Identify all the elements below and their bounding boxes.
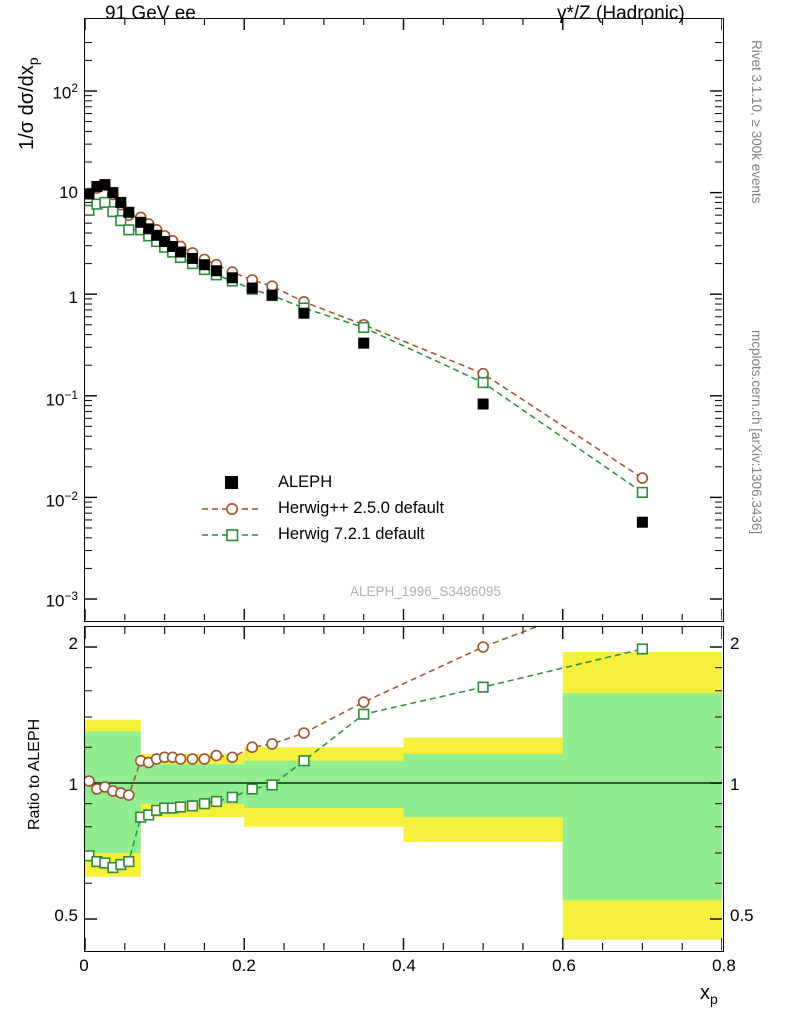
y-axis-title-ratio: Ratio to ALEPH — [26, 718, 43, 830]
y-tick-label-main-1: 1 — [68, 288, 78, 307]
ratio-plot-canvas — [85, 627, 722, 950]
x-axis-title: $x_p$ — [700, 982, 718, 1007]
x-tick-label-06: 0.6 — [552, 956, 576, 975]
analysis-watermark: ALEPH_1996_S3486095 — [350, 584, 501, 599]
legend-symbol-herwig7 — [200, 522, 270, 548]
y-tick-label-ratio-1-right: 1 — [730, 775, 740, 794]
legend-symbol-aleph — [200, 470, 270, 496]
y-tick-label-main-10: 10 — [59, 183, 78, 202]
y-tick-label-ratio-05-right: 0.5 — [730, 906, 754, 925]
y-tick-label-main-1e-1: $10^{-1}$ — [45, 388, 78, 410]
x-tick-label-04: 0.4 — [392, 956, 416, 975]
y-tick-label-main-1e-2: $10^{-2}$ — [45, 489, 78, 511]
x-tick-label-02: 0.2 — [232, 956, 256, 975]
y-tick-label-main-1e-3: $10^{-3}$ — [45, 589, 78, 611]
y-tick-label-ratio-2-right: 2 — [730, 634, 740, 653]
x-tick-label-0: 0 — [79, 956, 89, 975]
ratio-plot-panel — [84, 626, 724, 952]
header-right: γ*/Z (Hadronic) — [557, 3, 685, 24]
y-tick-label-ratio-1-left: 1 — [68, 775, 78, 794]
right-note-mcplots: mcplots.cern.ch [arXiv:1306.3436] — [749, 330, 764, 535]
legend-symbol-herwigpp — [200, 496, 270, 522]
y-tick-label-ratio-2-left: 2 — [68, 634, 78, 653]
header-left: 91 GeV ee — [105, 3, 196, 24]
legend-label-herwigpp: Herwig++ 2.5.0 default — [278, 499, 445, 517]
legend-label-herwig7: Herwig 7.2.1 default — [278, 525, 425, 543]
right-note-rivet: Rivet 3.1.10, ≥ 300k events — [749, 40, 764, 204]
y-tick-label-ratio-05-left: 0.5 — [54, 906, 78, 925]
x-tick-label-08: 0.8 — [712, 956, 736, 975]
y-axis-title-main: 1/σ $d\sigma/dx_p$ — [16, 57, 41, 150]
legend-label-aleph: ALEPH — [278, 473, 333, 491]
y-tick-label-main-1e2: $10^2$ — [52, 81, 78, 103]
